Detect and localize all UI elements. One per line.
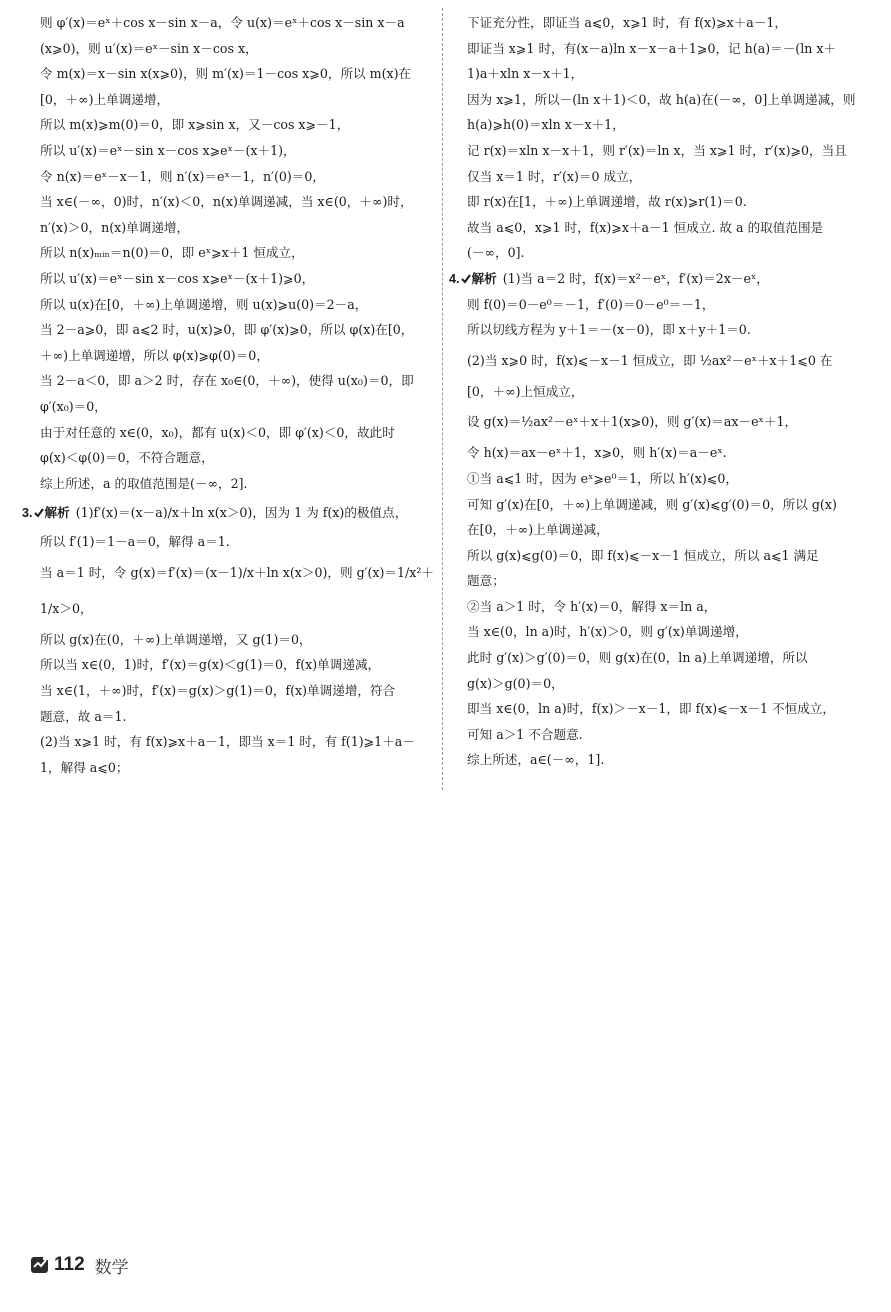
- text-line: [40, 729, 435, 755]
- text-line: [40, 87, 435, 113]
- line-text: 当 2－a⩾0，即 a⩽2 时，u(x)⩾0，即 φ′(x)⩾0，所以 φ(x)在[0，: [40, 322, 414, 338]
- line-text: φ′(x₀)＝0，: [40, 398, 107, 414]
- line-text: 题意，故 a＝1.: [40, 708, 127, 724]
- line-text: 所以 f′(1)＝1－a＝0，解得 a＝1.: [40, 534, 230, 550]
- text-line: [40, 652, 435, 678]
- page-footer: [30, 1252, 129, 1278]
- line-text: 所以 u′(x)＝eˣ－sin x－cos x⩾eˣ－(x＋1)⩾0，: [40, 270, 315, 286]
- text-line: [467, 87, 855, 113]
- text-line: [467, 112, 855, 138]
- text-line: [467, 696, 855, 722]
- text-line: [467, 440, 855, 466]
- text-line: [40, 368, 435, 394]
- text-line: [40, 266, 435, 292]
- text-line: [40, 555, 435, 591]
- line-text: 即证当 x⩾1 时，有(x－a)ln x－x－a＋1⩾0，记 h(a)＝－(ln x＋: [467, 40, 837, 56]
- line-text: 当 a＝1 时，令 g(x)＝f′(x)＝(x－1)/x＋ln x(x＞0)，则 g′(x)＝1/x²＋: [40, 564, 435, 580]
- line-text: [0，＋∞)上单调递增，: [40, 91, 170, 107]
- line-text: 1，解得 a⩽0；: [40, 759, 129, 775]
- line-text: 下证充分性，即证当 a⩽0，x⩾1 时，有 f(x)⩾x＋a－1，: [467, 15, 788, 30]
- line-text: (2)当 x⩾1 时，有 f(x)⩾x＋a－1，即当 x＝1 时，有 f(1)⩾1＋a－: [40, 734, 415, 750]
- text-line: [467, 343, 855, 379]
- text-line: [40, 317, 435, 343]
- text-line: [467, 543, 855, 569]
- line-text: 则 f(0)＝0－e⁰＝－1，f′(0)＝0－e⁰＝－1，: [467, 296, 715, 312]
- text-line: [40, 164, 435, 190]
- text-line: [467, 594, 855, 620]
- text-line: [467, 671, 855, 697]
- analysis-tag: 解析: [44, 506, 70, 521]
- column-divider: [442, 8, 443, 790]
- text-line: [467, 747, 855, 773]
- subject-label: 数学: [94, 1257, 129, 1278]
- text-line: [40, 471, 435, 497]
- line-text: (x⩾0)，则 u′(x)＝eˣ－sin x－cos x，: [40, 40, 258, 56]
- text-line: [467, 568, 855, 594]
- text-line: [467, 189, 855, 215]
- line-text: 所以 g(x)在(0，＋∞)上单调递增，又 g(1)＝0，: [40, 631, 312, 647]
- line-text: 此时 g′(x)＞g′(0)＝0，则 g(x)在(0，ln a)上单调递增，所以: [467, 650, 808, 666]
- right-column: [449, 10, 856, 773]
- text-line: [40, 215, 435, 241]
- page-number: 112: [54, 1254, 85, 1275]
- text-line: [40, 343, 435, 369]
- text-line: [40, 678, 435, 704]
- text-line: [467, 492, 855, 518]
- text-line: [40, 445, 435, 471]
- text-line: [40, 240, 435, 266]
- text-line: [467, 645, 855, 671]
- line-text: n′(x)＞0，n(x)单调递增，: [40, 219, 190, 235]
- text-line: [40, 755, 435, 781]
- analysis-tag: 解析: [471, 271, 497, 286]
- line-text: 则 φ′(x)＝eˣ＋cos x－sin x－a，令 u(x)＝eˣ＋cos x－sin x－a: [40, 15, 405, 30]
- line-text: 令 h(x)＝ax－eˣ＋1，x⩾0，则 h′(x)＝a－eˣ.: [467, 445, 727, 461]
- line-text: φ(x)＜φ(0)＝0，不符合题意，: [40, 450, 214, 466]
- line-text: 所以 n(x)ₘᵢₙ＝n(0)＝0，即 eˣ⩾x＋1 恒成立，: [40, 245, 304, 261]
- line-text: 令 n(x)＝eˣ－x－1，则 n′(x)＝eˣ－1，n′(0)＝0，: [40, 168, 326, 184]
- text-line: [40, 591, 435, 627]
- text-line: [40, 704, 435, 730]
- line-text: (－∞，0].: [467, 245, 525, 261]
- text-line: [467, 404, 855, 440]
- line-text: 即 r(x)在[1，＋∞)上单调递增，故 r(x)⩾r(1)＝0.: [467, 194, 747, 210]
- text-line: [40, 394, 435, 420]
- line-text: 当 x∈(0，ln a)时，h′(x)＞0，则 g′(x)单调递增，: [467, 624, 748, 640]
- line-text: 设 g(x)＝½ax²－eˣ＋x＋1(x⩾0)，则 g′(x)＝ax－eˣ＋1，: [467, 414, 798, 430]
- line-text: 所以 g(x)⩽g(0)＝0，即 f(x)⩽－x－1 恒成立，所以 a⩽1 满足: [467, 547, 819, 563]
- problem-heading-line: [449, 266, 855, 292]
- text-line: [40, 36, 435, 62]
- text-line: [467, 466, 855, 492]
- text-line: [40, 292, 435, 318]
- line-text: 综上所述，a 的取值范围是(－∞，2].: [40, 475, 248, 491]
- text-line: [40, 529, 435, 555]
- text-line: [467, 292, 855, 318]
- text-line: [467, 517, 855, 543]
- line-text: 所以 m(x)⩾m(0)＝0，即 x⩾sin x，又－cos x⩾－1，: [40, 117, 350, 133]
- line-text: [0，＋∞)上恒成立，: [467, 383, 584, 399]
- text-line: [467, 10, 855, 36]
- line-text: 令 m(x)＝x－sin x(x⩾0)，则 m′(x)＝1－cos x⩾0，所以 m(x)在: [40, 66, 412, 82]
- line-text: 故当 a⩽0，x⩾1 时，f(x)⩾x＋a－1 恒成立. 故 a 的取值范围是: [467, 219, 824, 235]
- line-text: 可知 a＞1 不合题意.: [467, 726, 583, 742]
- text-line: [467, 138, 855, 164]
- line-text: 题意；: [467, 573, 505, 589]
- line-text: 1)a＋xln x－x＋1，: [467, 66, 584, 82]
- text-line: [40, 10, 435, 36]
- line-text: (1)当 a＝2 时，f(x)＝x²－eˣ，f′(x)＝2x－eˣ，: [502, 270, 769, 286]
- problem-number: 4.: [449, 271, 460, 286]
- book-logo-icon: [30, 1255, 50, 1275]
- line-text: ＋∞)上单调递增，所以 φ(x)⩾φ(0)＝0，: [40, 347, 269, 363]
- text-line: [40, 189, 435, 215]
- checkmark-icon: [34, 508, 44, 518]
- line-text: 由于对任意的 x∈(0，x₀)，都有 u(x)＜0，即 φ′(x)＜0，故此时: [40, 424, 395, 440]
- text-line: [467, 619, 855, 645]
- line-text: 仅当 x＝1 时，r′(x)＝0 成立，: [467, 168, 642, 184]
- problem-number: 3.: [22, 506, 33, 521]
- line-text: 所以切线方程为 y＋1＝－(x－0)，即 x＋y＋1＝0.: [467, 322, 751, 338]
- text-line: [467, 240, 855, 266]
- text-line: [467, 36, 855, 62]
- line-text: ①当 a⩽1 时，因为 eˣ⩾e⁰＝1，所以 h′(x)⩽0，: [467, 470, 738, 486]
- text-line: [467, 164, 855, 190]
- line-text: h(a)⩾h(0)＝xln x－x＋1，: [467, 117, 625, 133]
- text-line: [467, 317, 855, 343]
- checkmark-icon: [461, 274, 471, 284]
- line-text: 1/x＞0，: [40, 600, 93, 616]
- line-text: 当 x∈(－∞，0)时，n′(x)＜0，n(x)单调递减，当 x∈(0，＋∞)时，: [40, 194, 413, 210]
- line-text: (1)f′(x)＝(x－a)/x＋ln x(x＞0)，因为 1 为 f(x)的极值点，: [75, 505, 408, 521]
- problem-heading-line: [22, 496, 435, 529]
- line-text: 当 x∈(1，＋∞)时，f′(x)＝g(x)＞g(1)＝0，f(x)单调递增，符合: [40, 683, 396, 699]
- line-text: 所以 u(x)在[0，＋∞)上单调递增，则 u(x)⩾u(0)＝2－a，: [40, 296, 368, 312]
- line-text: 所以 u′(x)＝eˣ－sin x－cos x⩾eˣ－(x＋1)，: [40, 142, 296, 158]
- line-text: 因为 x⩾1，所以－(ln x＋1)＜0，故 h(a)在(－∞，0]上单调递减，则: [467, 91, 856, 107]
- line-text: 在[0，＋∞)上单调递减，: [467, 522, 609, 538]
- line-text: (2)当 x⩾0 时，f(x)⩽－x－1 恒成立，即 ½ax²－eˣ＋x＋1⩽0 在: [467, 352, 833, 368]
- text-line: [40, 420, 435, 446]
- line-text: 即当 x∈(0，ln a)时，f(x)＞－x－1，即 f(x)⩽－x－1 不恒成立，: [467, 701, 835, 717]
- line-text: 记 r(x)＝xln x－x＋1，则 r′(x)＝ln x，当 x⩾1 时，r′(x)⩾0，当且: [467, 142, 847, 158]
- line-text: g(x)＞g(0)＝0，: [467, 675, 564, 691]
- text-line: [467, 61, 855, 87]
- text-line: [467, 379, 855, 405]
- text-line: [467, 215, 855, 241]
- line-text: 可知 g′(x)在[0，＋∞)上单调递减，则 g′(x)⩽g′(0)＝0，所以 g(x): [467, 496, 837, 512]
- text-line: [40, 138, 435, 164]
- text-line: [40, 61, 435, 87]
- line-text: 综上所述，a∈(－∞，1].: [467, 752, 605, 768]
- line-text: ②当 a＞1 时，令 h′(x)＝0，解得 x＝ln a，: [467, 598, 717, 614]
- text-line: [40, 112, 435, 138]
- text-line: [40, 627, 435, 653]
- text-line: [467, 722, 855, 748]
- line-text: 所以当 x∈(0，1)时，f′(x)＝g(x)＜g(1)＝0，f(x)单调递减，: [40, 657, 381, 673]
- line-text: 当 2－a＜0，即 a＞2 时，存在 x₀∈(0，＋∞)，使得 u(x₀)＝0，即: [40, 373, 414, 389]
- left-column: [22, 10, 435, 780]
